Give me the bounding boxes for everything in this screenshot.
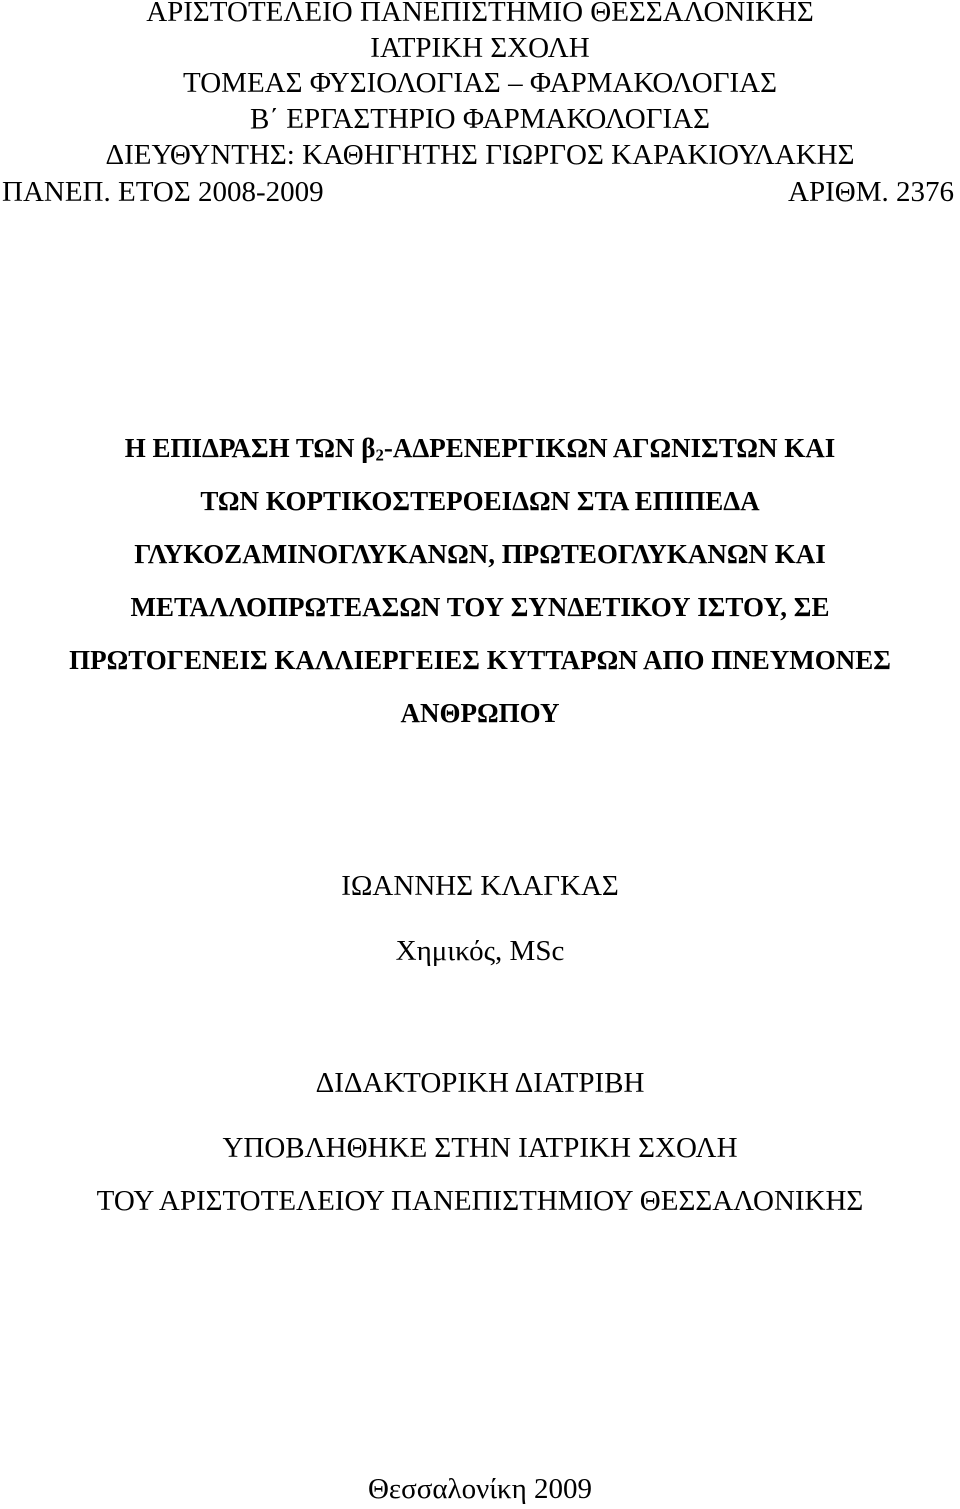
document-number: ΑΡΙΘΜ. 2376: [788, 176, 954, 208]
director-line: ΔΙΕΥΘΥΝΤΗΣ: ΚΑΘΗΓΗΤΗΣ ΓΙΩΡΓΟΣ ΚΑΡΑΚΙΟΥΛΑΚΗΣ: [105, 139, 855, 171]
submitted-line-1: ΥΠΟΒΛΗΘΗΚΕ ΣΤΗΝ ΙΑΤΡΙΚΗ ΣΧΟΛΗ: [222, 1132, 738, 1164]
submitted-line-2: ΤΟΥ ΑΡΙΣΤΟΤΕΛΕΙΟΥ ΠΑΝΕΠΙΣΤΗΜΙΟΥ ΘΕΣΣΑΛΟΝΙΚΗΣ: [96, 1185, 864, 1217]
thesis-type: ΔΙΔΑΚΤΟΡΙΚΗ ΔΙΑΤΡΙΒΗ: [315, 1067, 645, 1099]
title-line-5: ΠΡΩΤΟΓΕΝΕΙΣ ΚΑΛΛΙΕΡΓΕΙΕΣ ΚΥΤΤΑΡΩΝ ΑΠΟ ΠΝΕΥΜΟΝΕΣ: [69, 645, 891, 675]
title-line-1-after: -ΑΔΡΕΝΕΡΓΙΚΩΝ ΑΓΩΝΙΣΤΩΝ ΚΑΙ: [383, 433, 836, 463]
author-name: ΙΩΑΝΝΗΣ ΚΛΑΓΚΑΣ: [341, 870, 619, 902]
place-and-year: Θεσσαλονίκη 2009: [367, 1473, 593, 1505]
title-line-6: ΑΝΘΡΩΠΟΥ: [400, 698, 560, 728]
title-line-1-subscript: 2: [375, 445, 384, 465]
department-name: ΤΟΜΕΑΣ ΦΥΣΙΟΛΟΓΙΑΣ – ΦΑΡΜΑΚΟΛΟΓΙΑΣ: [183, 67, 777, 99]
title-line-1-before: Η ΕΠΙΔΡΑΣΗ ΤΩΝ β: [124, 433, 376, 463]
author-credentials: Χημικός, MSc: [395, 935, 565, 967]
academic-year: ΠΑΝΕΠ. ΕΤΟΣ 2008-2009: [2, 176, 324, 208]
title-line-2: ΤΩΝ ΚΟΡΤΙΚΟΣΤΕΡΟΕΙΔΩΝ ΣΤΑ ΕΠΙΠΕΔΑ: [200, 486, 760, 516]
laboratory-name: Β΄ ΕΡΓΑΣΤΗΡΙΟ ΦΑΡΜΑΚΟΛΟΓΙΑΣ: [250, 103, 710, 135]
school-name: ΙΑΤΡΙΚΗ ΣΧΟΛΗ: [370, 32, 590, 64]
title-line-4: ΜΕΤΑΛΛΟΠΡΩΤΕΑΣΩΝ ΤΟΥ ΣΥΝΔΕΤΙΚΟΥ ΙΣΤΟΥ, ΣΕ: [130, 592, 830, 622]
university-name: ΑΡΙΣΤΟΤΕΛΕΙΟ ΠΑΝΕΠΙΣΤΗΜΙΟ ΘΕΣΣΑΛΟΝΙΚΗΣ: [146, 0, 814, 28]
title-line-1: [0, 433, 960, 465]
year-number-row: [0, 178, 960, 210]
title-line-3: ΓΛΥΚΟΖΑΜΙΝΟΓΛΥΚΑΝΩΝ, ΠΡΩΤΕΟΓΛΥΚΑΝΩΝ ΚΑΙ: [134, 539, 826, 569]
